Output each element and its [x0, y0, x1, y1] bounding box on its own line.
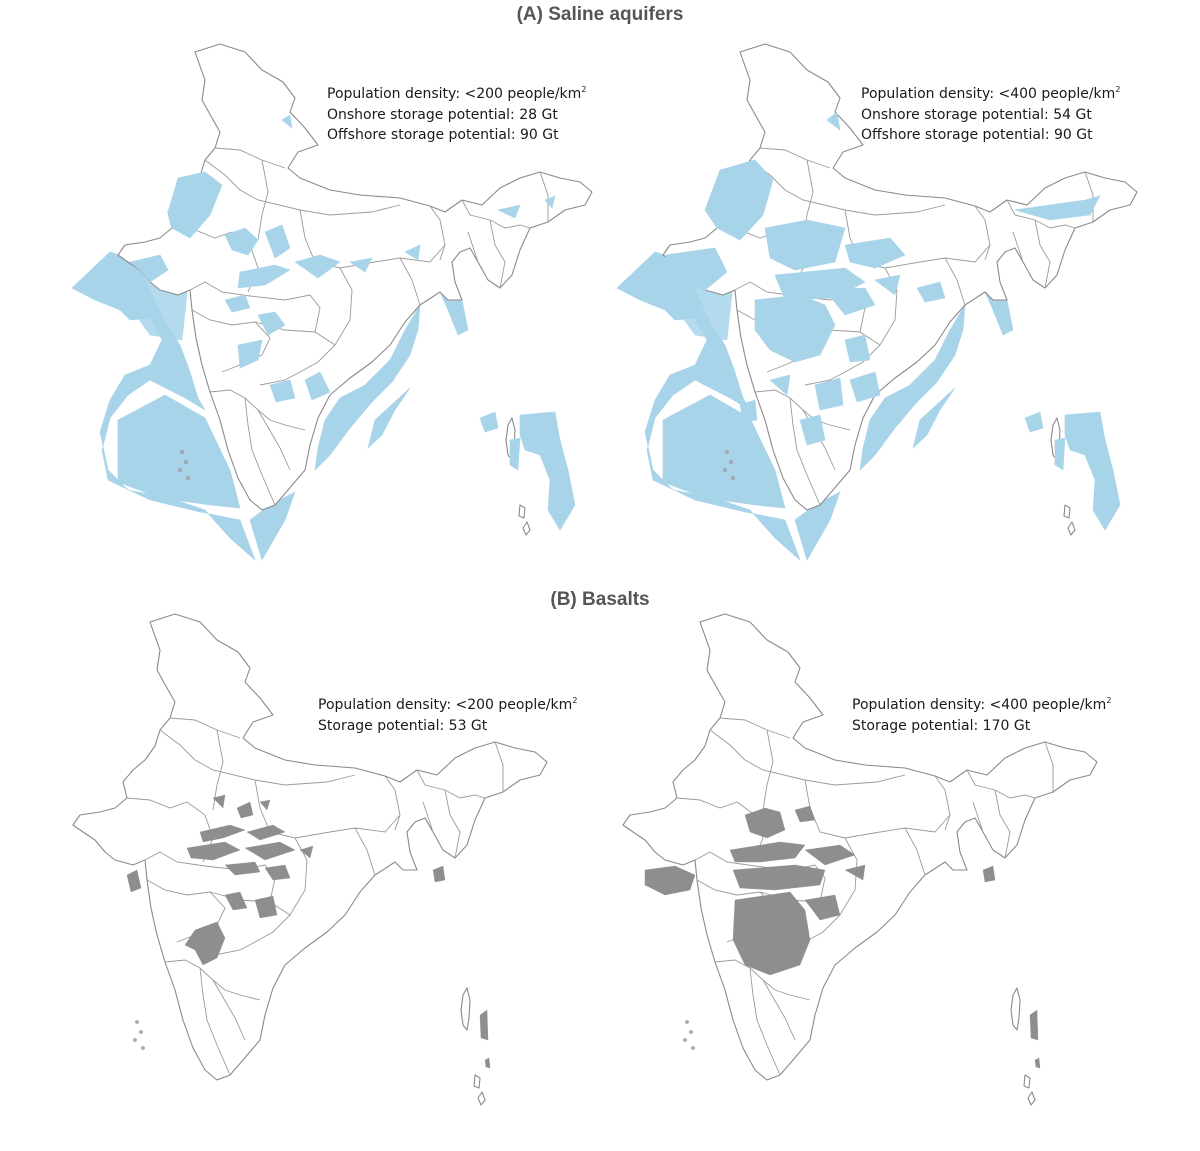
- section-title-saline-aquifers: (A) Saline aquifers: [516, 4, 684, 25]
- caption-b2-storage: Storage potential: 170 Gt: [852, 717, 1031, 734]
- caption-a1-sup: 2: [581, 85, 587, 94]
- caption-b1-storage: Storage potential: 53 Gt: [318, 717, 488, 734]
- caption-a1-onshore: Onshore storage potential: 28 Gt: [327, 106, 558, 123]
- section-title-basalts: (B) Basalts: [550, 589, 650, 610]
- caption-a2: [861, 80, 1120, 146]
- caption-b2-density: Population density: <400 people/km: [852, 697, 1107, 713]
- caption-b2-sup: 2: [1106, 696, 1112, 705]
- caption-a2-sup: 2: [1115, 85, 1121, 94]
- caption-a2-density: Population density: <400 people/km: [861, 86, 1116, 102]
- panel-saline-aquifers-400: [545, 0, 1145, 580]
- panel-basalts-200: [0, 570, 578, 1150]
- panel-saline-aquifers-200: [0, 0, 600, 580]
- caption-a2-offshore: Offshore storage potential: 90 Gt: [861, 127, 1093, 143]
- caption-a2-onshore: Onshore storage potential: 54 Gt: [861, 106, 1092, 123]
- caption-b2: [852, 691, 1111, 736]
- caption-b1-sup: 2: [572, 696, 578, 705]
- caption-a1-density: Population density: <200 people/km: [327, 86, 582, 102]
- caption-b1-density: Population density: <200 people/km: [318, 697, 573, 713]
- map-basalts-200: [0, 570, 555, 1150]
- island-aquifers: [1025, 412, 1120, 530]
- panel-basalts-400: [505, 570, 1112, 1150]
- caption-a1-offshore: Offshore storage potential: 90 Gt: [327, 127, 559, 143]
- map-basalts-400: [505, 570, 1105, 1150]
